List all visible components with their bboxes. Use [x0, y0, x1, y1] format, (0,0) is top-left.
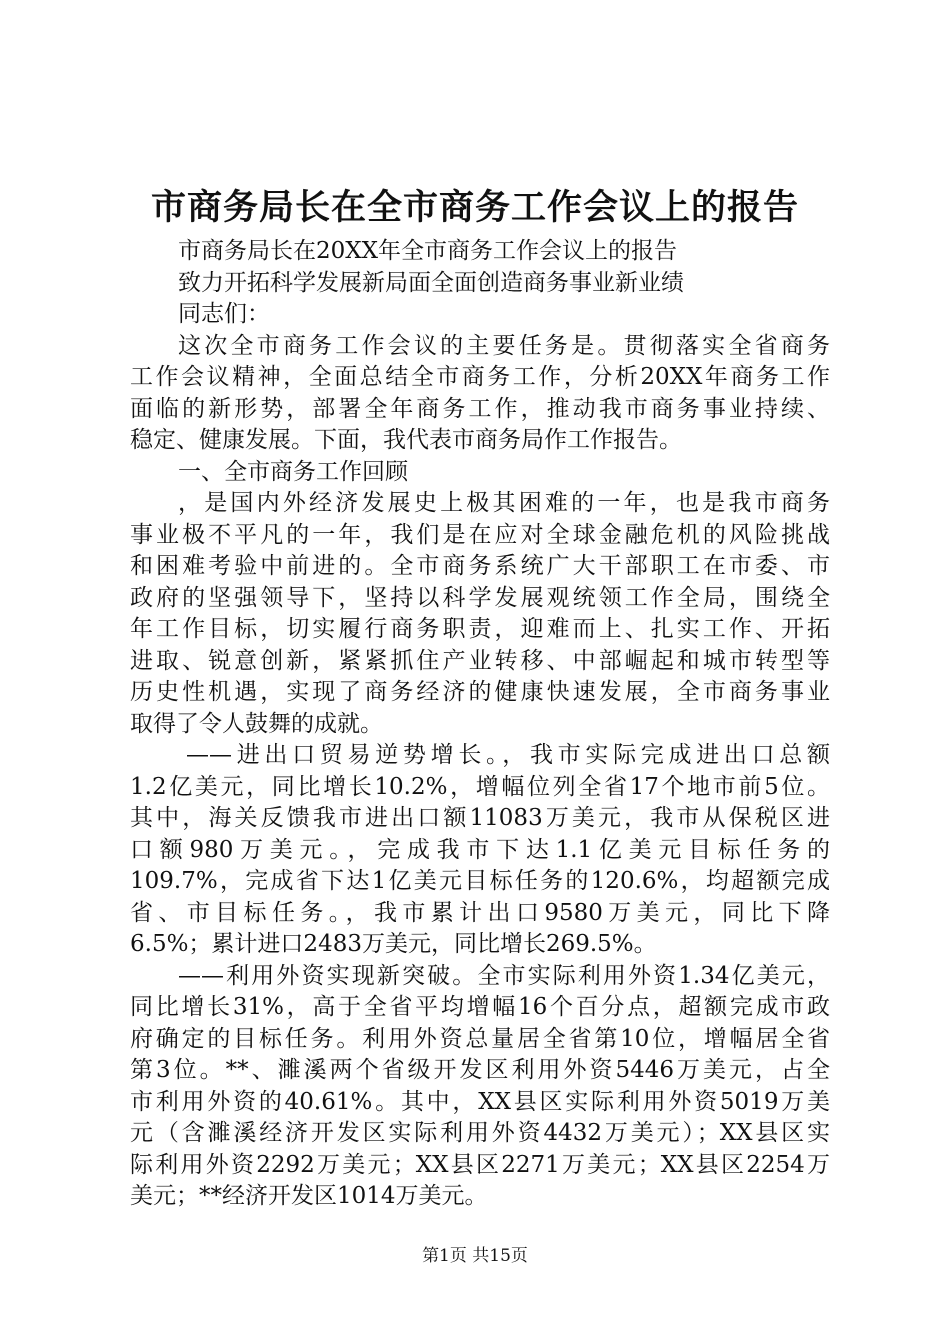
subtitle-line: 致力开拓科学发展新局面全面创造商务事业新业绩: [178, 269, 684, 296]
paragraph-line: 政府的坚强领导下，坚持以科学发展观统领工作全局，围绕全: [130, 584, 830, 611]
paragraph-line: 美元；**经济开发区1014万美元。: [130, 1183, 488, 1209]
paragraph-line: 这次全市商务工作会议的主要任务是。贯彻落实全省商务: [178, 332, 830, 359]
paragraph-line: 6.5%；累计进口2483万美元，同比增长269.5%。: [130, 931, 657, 957]
paragraph-line: 面临的新形势，部署全年商务工作，推动我市商务事业持续、: [130, 395, 830, 422]
subtitle-line: 市商务局长在20XX年全市商务工作会议上的报告: [178, 238, 678, 264]
paragraph-line: ——利用外资实现新突破。全市实际利用外资1.34亿美元，: [178, 962, 830, 989]
paragraph-line: 进取、锐意创新，紧紧抓住产业转移、中部崛起和城市转型等: [130, 647, 830, 674]
paragraph-line: 取得了令人鼓舞的成就。: [130, 710, 383, 737]
paragraph-line: 历史性机遇，实现了商务经济的健康快速发展，全市商务事业: [130, 679, 830, 705]
paragraph-line: 1.2亿美元，同比增长10.2%，增幅位列全省17个地市前5位。: [130, 773, 830, 800]
paragraph-line: ——进出口贸易逆势增长。，我市实际完成进出口总额: [186, 742, 830, 768]
paragraph-line: 年工作目标，切实履行商务职责，迎难而上、扎实工作、开拓: [130, 616, 830, 642]
paragraph-line: 工作会议精神，全面总结全市商务工作，分析20XX年商务工作: [130, 364, 830, 390]
paragraph-line: 口额980万美元。，完成我市下达1.1亿美元目标任务的: [130, 836, 830, 863]
paragraph-line: 际利用外资2292万美元；XX县区2271万美元；XX县区2254万: [130, 1151, 830, 1178]
document-title: 市商务局长在全市商务工作会议上的报告: [150, 187, 799, 228]
paragraph-line: 同比增长31%，高于全省平均增幅16个百分点，超额完成市政: [130, 994, 830, 1020]
paragraph-line: 市利用外资的40.61%。其中，XX县区实际利用外资5019万美: [130, 1088, 830, 1115]
page-number-footer: 第1页 共15页: [422, 1246, 528, 1266]
paragraph-line: ，是国内外经济发展史上极其困难的一年，也是我市商务: [178, 490, 830, 516]
paragraph-line: 事业极不平凡的一年，我们是在应对全球金融危机的风险挑战: [130, 521, 830, 548]
paragraph-line: 府确定的目标任务。利用外资总量居全省第10位，增幅居全省: [130, 1025, 830, 1052]
salutation-line: 同志们：: [178, 301, 270, 327]
paragraph-line: 省、市目标任务。，我市累计出口9580万美元，同比下降: [130, 899, 830, 926]
paragraph-line: 其中，海关反馈我市进出口额11083万美元，我市从保税区进: [130, 805, 830, 831]
paragraph-line: 和困难考验中前进的。全市商务系统广大干部职工在市委、市: [130, 553, 830, 579]
section-heading: 一、全市商务工作回顾: [178, 458, 408, 485]
document-body: [130, 236, 830, 1213]
paragraph-line: 第3位。**、濉溪两个省级开发区利用外资5446万美元，占全: [130, 1057, 830, 1083]
paragraph-line: 元（含濉溪经济开发区实际利用外资4432万美元）；XX县区实: [130, 1120, 830, 1146]
paragraph-line: 109.7%，完成省下达1亿美元目标任务的120.6%，均超额完成: [130, 868, 830, 894]
paragraph-line: 稳定、健康发展。下面，我代表市商务局作工作报告。: [130, 427, 682, 453]
